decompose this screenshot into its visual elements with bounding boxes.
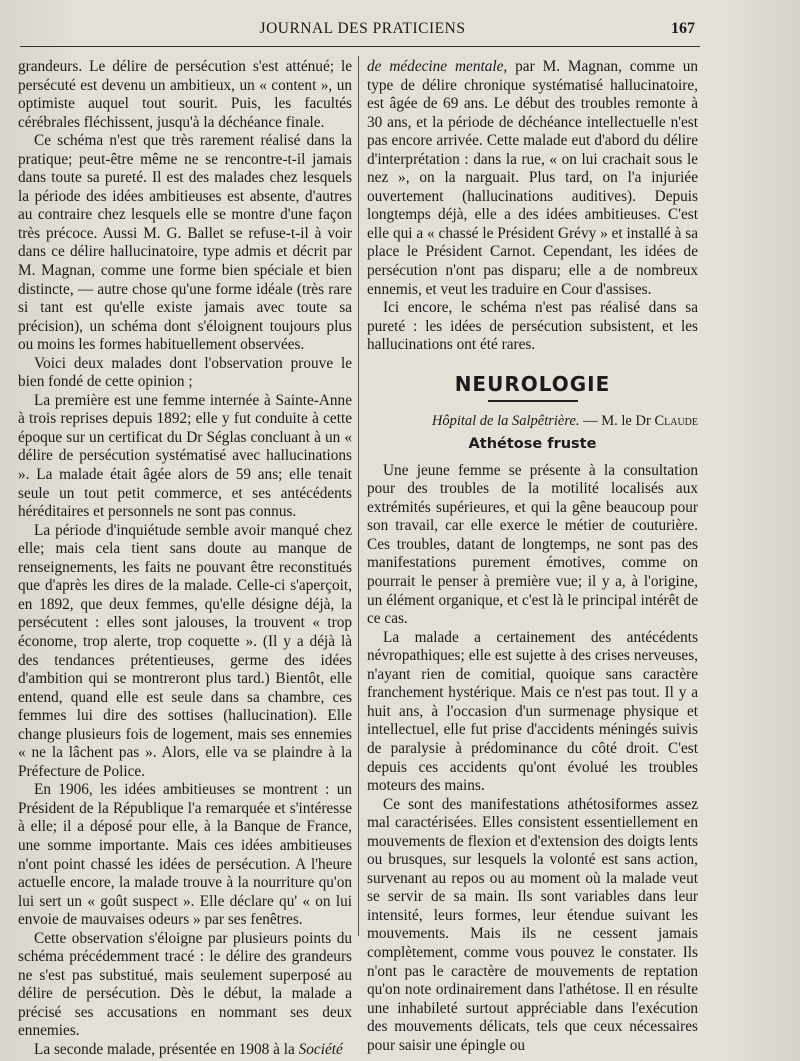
paragraph: La période d'inquiétude semble avoir manqué chez elle; mais cela tient sans doute au manque de renseignements, les faits ne pouvant être reconstitués que d'après les dires de la malade. Celle-ci s'aperçoit, en 1892, que deux femmes, qu'elle désigne déjà, la persécutent : elles sont jalouses, la trouvent « trop économe, trop alerte, trop coquette ». (Il y a déjà là des tendances prétentieuses, germe des idées d'ambition qui se montreront plus tard.) Bientôt, elle entend, quand elle est seule dans sa chambre, ces femmes lui dire des sottises (hallucination). Elle change plusieurs fois de logement, mais ses ennemies « ne la lâchent pas ». Alors, elle va se plaindre à la Préfecture de Police. [18, 521, 352, 780]
paragraph-text: La seconde malade, présentée en 1908 à la [34, 1040, 295, 1058]
paragraph [367, 58, 698, 299]
paragraph-text: par M. Magnan, comme un type de délire chronique systématisé hallucinatoire, est âgée de 69 ans. Le début des troubles remonte à 30 ans, et la période de déchéance intellectuelle n'est pas encore arrivée. Cette malade eut d'abord du délire d'interprétation : dans la rue, « on lui crachait sous le nez », on la narguait. Plus tard, on l'a injuriée ouvertement (hallucinations auditives). Depuis longtemps déjà, elle a des idées ambitieuses. C'est elle qui a « chassé le Président Grévy » et installé à sa place le Président Carnot. Cependant, les idées de persécution n'ont pas disparu; elle a de nombreux ennemis, et veut les traduire en Cour d'assises. [367, 58, 698, 298]
page-number: 167 [671, 20, 695, 37]
paragraph: La malade a certainement des antécédents névropathiques; elle est sujette à des crises nerveuses, n'ayant rien de comitial, quoique sans caractère franchement hystérique. Mais ce n'est pas tout. Il y a huit ans, à l'occasion d'un surmenage physique et intellectuel, elle fut prise d'accidents méningés suivis de paralysie à prédominance du côté droit. C'est depuis ces accidents qu'ont évolué les troubles moteurs des mains. [367, 628, 698, 795]
paragraph: Une jeune femme se présente à la consultation pour des troubles de la motilité localisés aux extrémités supérieures, et qui la gêne beaucoup pour son travail, car elle exerce le métier de couturière. Ces troubles, datant de longtemps, ne sont pas des manifestations purement émotives, comme on pourrait le penser à première vue; il y a, à l'origine, un élément organique, et c'est là le principal intérêt de ce cas. [367, 461, 698, 628]
author-prefix: — M. le Dr [579, 412, 655, 429]
paragraph: Cette observation s'éloigne par plusieurs points du schéma précédemment tracé : le délire des grandeurs ne s'est pas substitué, mais seulement superposé au délire de persécution. Dès le début, la malade a précisé ses accusations en nommant ses deux ennemies. [18, 929, 352, 1040]
paragraph: grandeurs. Le délire de persécution s'est atténué; le persécuté est devenu un ambitieux, un « content », un optimiste auquel tout sourit. Puis, les facultés cérébrales fléchissent, jusqu'à la déchéance finale. [18, 58, 352, 131]
column-divider [358, 56, 359, 936]
running-title: JOURNAL DES PRATICIENS [259, 20, 466, 37]
paragraph [18, 1041, 352, 1060]
paragraph: Ici encore, le schéma n'est pas réalisé dans sa pureté : les idées de persécution subsistent, et les hallucinations ont été rares. [367, 299, 698, 354]
paragraph: La première est une femme internée à Sainte-Anne à trois reprises depuis 1892; elle y fut conduite à cette époque sur un certificat du Dr Séglas concluant à un « délire de persécution systématisé avec hallucinations ». La malade était âgée alors de 59 ans; elle tenait seule un tout petit commerce, et ses antécédents héréditaires et personnels ne sont pas connus. [18, 391, 352, 521]
paragraph: En 1906, les idées ambitieuses se montrent : un Président de la République l'a remarquée et s'intéresse à elle; il a déposé pour elle, à la Banque de France, une somme importante. Mais ces idées ambitieuses n'ont point chassé les idées de persécution. A l'heure actuelle encore, la malade trouve à la nourriture qu'on lui sert un « goût suspect ». Elle déclare qu' « on lui envoie de mauvaises odeurs » par ses fenêtres. [18, 781, 352, 929]
header-rule [20, 46, 700, 47]
section-title: NEUROLOGIE [454, 371, 611, 396]
section-rule [488, 400, 578, 402]
paragraph: Ce schéma n'est que très rarement réalisé dans la pratique; peut-être même ne se rencontre-t-il jamais dans toute sa pureté. Il est des malades chez lesquels la période des idées ambitieuses est absente, d'autres au contraire chez lesquels elle se montre d'une façon très précoce. Aussi M. G. Ballet se refuse-t-il à voir dans ce délire hallucinatoire, type admis et décrit par M. Magnan, comme une forme bien spéciale et bien distincte, — autre chose qu'une forme idéale (très rare si tant est qu'elle existe jamais avec toute sa précision), un schéma dont s'éloignent toujours plus ou moins les formes habituellement observées. [18, 132, 352, 354]
hospital-name: Hôpital de la Salpêtrière. [431, 412, 580, 429]
author-name: Claude [654, 412, 698, 429]
article-title: Athétose fruste [468, 435, 597, 452]
running-header [20, 20, 705, 46]
paragraph: Ce sont des manifestations athétosiformes assez mal caractérisées. Elles consistent essentiellement en mouvements de flexion et d'extension des doigts lents ou brusques, sur lesquels la volonté est sans action, survenant au repos ou au moment où la malade veut se servir de sa main. Ils sont variables dans leur intensité, leurs formes, leur étendue suivant les mouvements. Mais ils ne cessent jamais complètement, comme vous pouvez le constater. Ils n'ont pas le caractère de mouvements de reptation qu'on note ordinairement dans l'athétose. Il en résulte une inhabileté surtout appréciable dans l'exécution des mouvements délicats, tels que ceux nécessaires pour saisir une épingle ou [367, 795, 698, 1054]
journal-name-italic: Société [298, 1040, 343, 1058]
journal-name-italic: de médecine mentale, [367, 58, 508, 75]
right-column [367, 58, 698, 1055]
paragraph: Voici deux malades dont l'observation prouve le bien fondé de cette opinion ; [18, 354, 352, 391]
left-column [18, 58, 352, 1060]
byline [367, 412, 698, 430]
